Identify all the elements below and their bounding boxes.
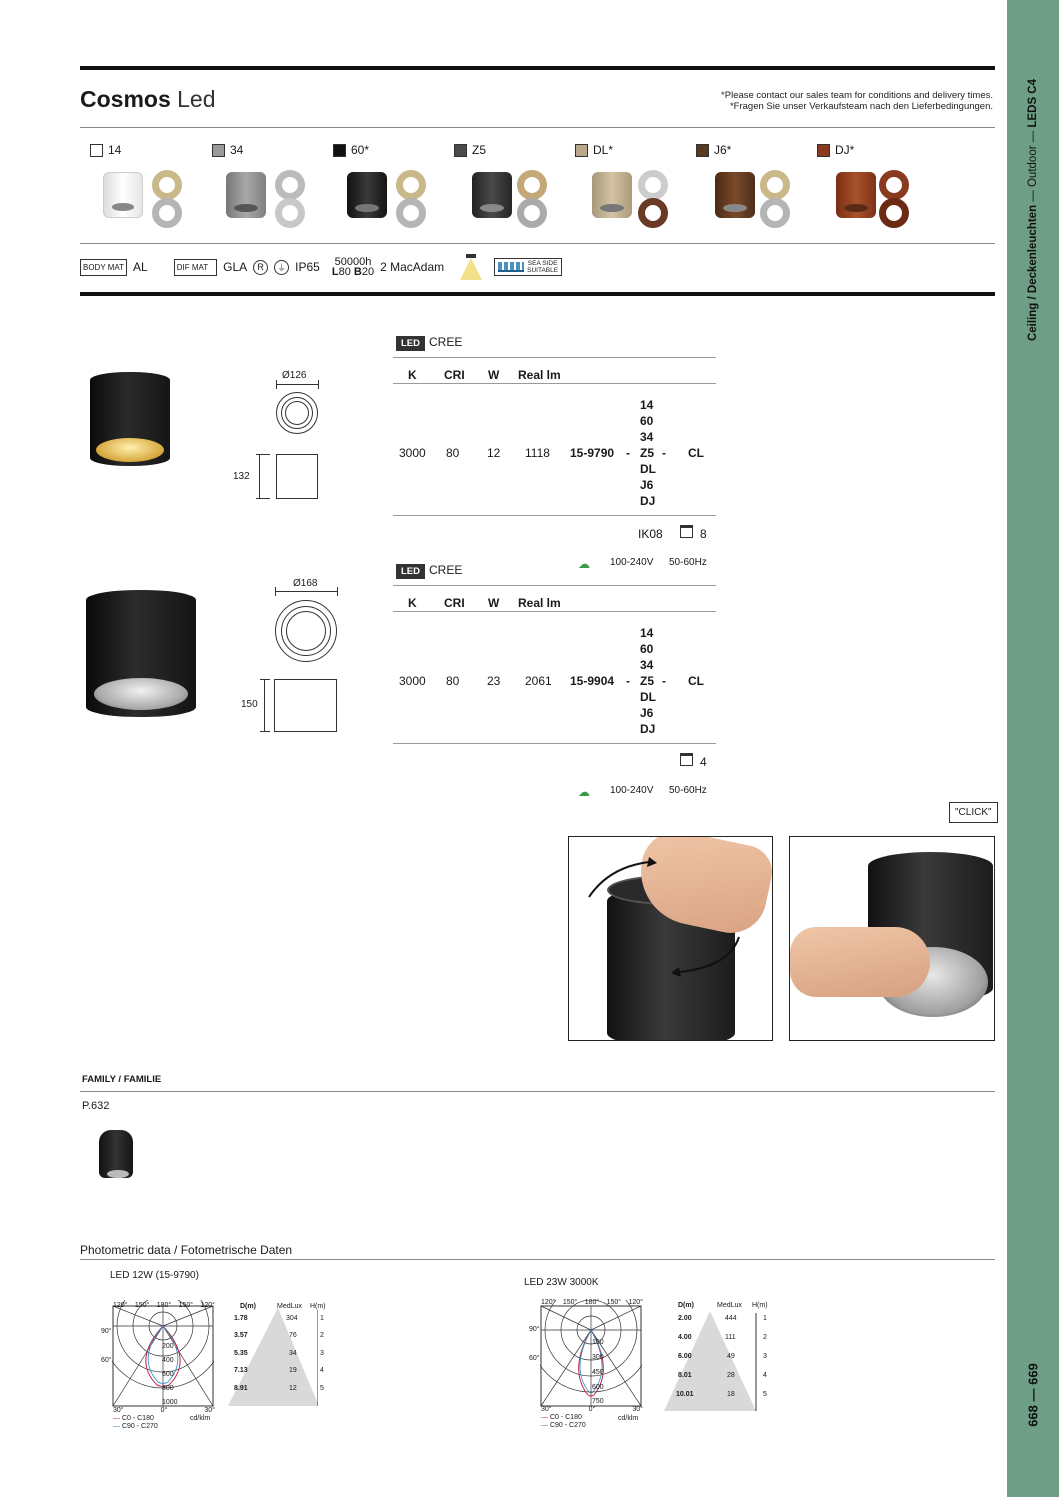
code-dash: - bbox=[662, 674, 666, 688]
finish-swatch-14: 14 bbox=[90, 143, 121, 157]
spec-row bbox=[80, 254, 562, 280]
dif-mat-label: DIF MAT bbox=[174, 259, 217, 276]
product-code: 15-9904 bbox=[570, 674, 615, 688]
product-1-photo bbox=[90, 372, 170, 466]
product-2-led-label: LED CREE bbox=[396, 563, 462, 579]
family-page-ref: P.632 bbox=[82, 1100, 110, 1112]
voltage: 100-240V bbox=[610, 557, 654, 568]
value-real-lm: 2061 bbox=[525, 674, 552, 688]
value-cri: 80 bbox=[446, 674, 460, 688]
body-mat-value: AL bbox=[133, 260, 148, 274]
family-product-image bbox=[99, 1130, 133, 1180]
finish-swatch-z5: Z5 bbox=[454, 143, 486, 157]
package-qty: 8 bbox=[700, 527, 707, 541]
earth-icon: ⏚ bbox=[274, 260, 289, 275]
col-real-lm: Real lm bbox=[518, 596, 561, 610]
rotate-arrows-icon bbox=[579, 847, 769, 1037]
product-code: 15-9790 bbox=[570, 446, 615, 460]
spec-divider bbox=[80, 292, 995, 296]
r-mark-icon: R bbox=[253, 260, 268, 275]
col-k: K bbox=[408, 368, 417, 382]
photometric-divider bbox=[80, 1259, 995, 1260]
photometric-chart-2-label: LED 23W 3000K bbox=[524, 1277, 599, 1288]
macadam: 2 MacAdam bbox=[380, 260, 445, 274]
product-1-led-label: LED CREE bbox=[396, 335, 462, 351]
finish-swatch-dj: DJ* bbox=[817, 143, 854, 157]
install-photo-rotate bbox=[568, 836, 773, 1041]
body-mat-label: BODY MAT bbox=[80, 259, 127, 276]
sea-side-badge: SEA SIDE SUITABLE bbox=[494, 258, 562, 276]
page-numbers: 668 — 669 bbox=[1025, 1363, 1041, 1427]
family-heading: FAMILY / FAMILIE bbox=[82, 1074, 162, 1085]
value-k: 3000 bbox=[399, 446, 426, 460]
col-k: K bbox=[408, 596, 417, 610]
driver-icon: ☁ bbox=[578, 557, 590, 571]
header-divider bbox=[80, 127, 995, 128]
product-1-diameter: Ø126 bbox=[282, 370, 307, 381]
col-cri: CRI bbox=[444, 368, 465, 382]
package-icon bbox=[680, 753, 693, 769]
photometric-heading: Photometric data / Fotometrische Daten bbox=[80, 1243, 293, 1257]
finish-code-list: 14 60 34 Z5 DL J6 DJ bbox=[640, 398, 656, 508]
value-cri: 80 bbox=[446, 446, 460, 460]
product-2-table bbox=[393, 563, 716, 803]
finish-code-list: 14 60 34 Z5 DL J6 DJ bbox=[640, 626, 656, 736]
voltage: 100-240V bbox=[610, 785, 654, 796]
frequency: 50-60Hz bbox=[669, 785, 707, 796]
finish-swatch-j6: J6* bbox=[696, 143, 731, 157]
downlight-icon bbox=[460, 254, 482, 280]
finish-swatch-dl: DL* bbox=[575, 143, 613, 157]
ik-rating: IK08 bbox=[638, 527, 663, 541]
driver-icon: ☁ bbox=[578, 785, 590, 799]
swatch-divider bbox=[80, 243, 995, 244]
install-photo-click bbox=[789, 836, 995, 1041]
sidebar-category: Ceiling / Deckenleuchten — Outdoor — LEDS C4 bbox=[1027, 78, 1039, 342]
dif-mat-value: GLA bbox=[223, 260, 248, 274]
finish-swatch-60: 60* bbox=[333, 143, 369, 157]
col-w: W bbox=[488, 368, 500, 382]
product-2-diameter: Ø168 bbox=[293, 578, 318, 589]
col-real-lm: Real lm bbox=[518, 368, 561, 382]
product-2-photo bbox=[86, 590, 196, 717]
polar-diagram-2 bbox=[540, 1300, 642, 1410]
value-w: 23 bbox=[487, 674, 501, 688]
top-rule bbox=[80, 66, 995, 70]
col-w: W bbox=[488, 596, 500, 610]
wave-icon bbox=[498, 262, 524, 272]
package-qty: 4 bbox=[700, 755, 707, 769]
photometric-chart-1-label: LED 12W (15-9790) bbox=[110, 1270, 199, 1281]
value-k: 3000 bbox=[399, 674, 426, 688]
value-real-lm: 1118 bbox=[525, 446, 550, 460]
package-icon bbox=[680, 525, 693, 541]
lifetime: 50000h L80 B20 bbox=[331, 256, 375, 278]
product-2-height: 150 bbox=[241, 699, 258, 710]
col-cri: CRI bbox=[444, 596, 465, 610]
ip-rating: IP65 bbox=[295, 260, 320, 274]
value-w: 12 bbox=[487, 446, 501, 460]
family-divider bbox=[80, 1091, 995, 1092]
click-label: "CLICK" bbox=[949, 802, 998, 823]
page-title: Cosmos Led bbox=[80, 86, 216, 112]
code-dash: - bbox=[626, 674, 630, 688]
delivery-note: *Please contact our sales team for conditions and delivery times. *Fragen Sie unser Verkaufsteam nach den Lieferbedingungen. bbox=[721, 90, 993, 112]
product-1-table bbox=[393, 335, 716, 575]
product-1-height: 132 bbox=[233, 471, 250, 482]
frequency: 50-60Hz bbox=[669, 557, 707, 568]
code-dash: - bbox=[626, 446, 630, 460]
code-suffix: CL bbox=[688, 446, 704, 460]
polar-diagram-1 bbox=[112, 1300, 214, 1410]
code-suffix: CL bbox=[688, 674, 704, 688]
finish-swatch-34: 34 bbox=[212, 143, 243, 157]
code-dash: - bbox=[662, 446, 666, 460]
